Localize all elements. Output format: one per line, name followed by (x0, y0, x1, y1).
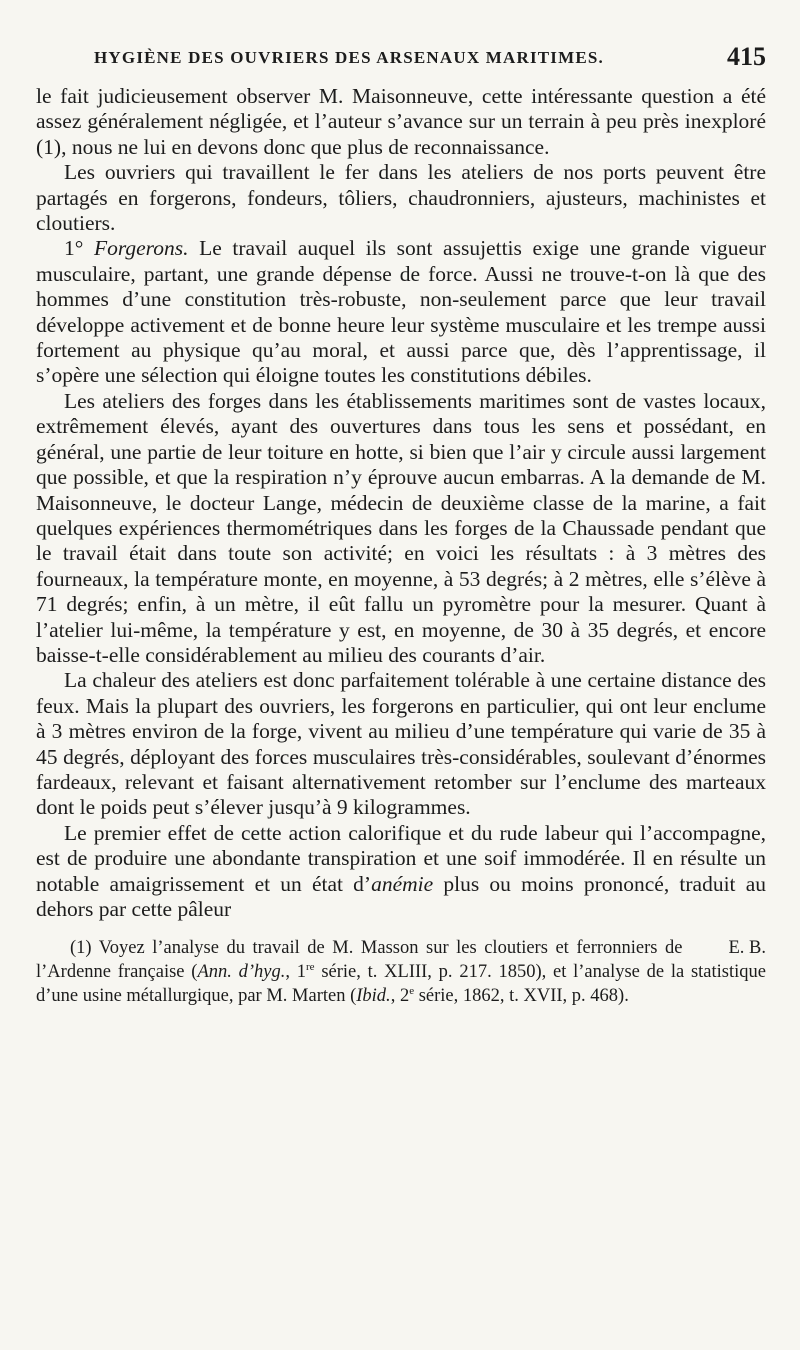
italic-text: Ibid. (356, 986, 391, 1007)
text-run: Les ateliers des forges dans les établissements maritimes sont de vastes locaux, extrêmement élevés, ayant des ouvertures dans tous les sens et possédant, en général, une partie de leur toiture en hotte, si bien que l’air y circule aussi largement que possible, et que la respiration n’y éprouve aucun embarras. A la demande de M. Maisonneuve, le docteur Lange, médecin de deuxième classe de la marine, a fait quelques expériences thermométriques dans les forges de la Chaussade pendant que le travail était dans toute son activité; en voici les résultats : à 3 mètres des fourneaux, la température monte, en moyenne, à 53 degrés; à 2 mètres, elle s’élève à 71 degrés; enfin, à un mètre, il eût fallu un pyromètre pour la mesurer. Quant à l’atelier lui-même, la température y est, en moyenne, de 30 à 35 degrés, et encore baisse-t-elle considérablement au milieu des courants d’air. (36, 388, 766, 667)
text-run: Le travail auquel ils sont assujettis exige une grande vigueur musculaire, partant, une grande dépense de force. Aussi ne trouve-t-on là que des hommes d’une constitution très-robuste, non-seulement parce que leur travail développe activement et de bonne heure leur système musculaire et les trempe aussi fortement au physique qu’au moral, et aussi parce que, dès l’apprentissage, il s’opère une sélection qui éloigne toutes les constitutions débiles. (36, 236, 766, 388)
running-title: HYGIÈNE DES OUVRIERS DES ARSENAUX MARITIMES. (94, 48, 604, 67)
paragraph-6 (36, 821, 766, 923)
footnote-signature: E. B. (728, 938, 766, 959)
text-run: Les ouvriers qui travaillent le fer dans les ateliers de nos ports peuvent être partagés en forgerons, fondeurs, tôliers, chaudronniers, ajusteurs, machinistes et cloutiers. (36, 160, 766, 236)
footnote-1 (36, 936, 766, 1008)
page-number: 415 (727, 42, 766, 71)
text-run: , 1 (285, 962, 307, 983)
text-run: La chaleur des ateliers est donc parfaitement tolérable à une certaine distance des feux. Mais la plupart des ouvriers, les forgerons en particulier, qui ont leur enclume à 3 mètres environ de la forge, vivent au milieu d’une température qui varie de 35 à 45 degrés, déployant des forces musculaires très-considérables, soulevant d’énormes fardeaux, relevant et faisant alternativement retomber sur l’enclume des marteaux dont le poids peut s’élever jusqu’à 9 kilogrammes. (36, 668, 766, 820)
superscript: re (306, 961, 315, 974)
text-run: plus ou moins prononcé, traduit au dehors par cette pâleur (36, 871, 767, 921)
italic-text: anémie (371, 871, 434, 896)
book-page (36, 40, 766, 1320)
italic-text: Ann. d’hyg. (197, 962, 286, 983)
paragraph-5 (36, 668, 766, 820)
paragraph-4 (36, 389, 766, 668)
text-run: le fait judicieusement observer M. Maisonneuve, cette intéressante question a été assez généralement négligée, et l’auteur s’avance sur un terrain à peu près inexploré (1), nous ne lui en devons donc que plus de reconnaissance. (36, 84, 766, 159)
text-run: série, 1862, t. XVII, p. 468). (414, 986, 629, 1007)
paragraph-1 (36, 84, 766, 160)
text-run: , 2 (390, 986, 410, 1007)
text-run: (1) Voyez l’analyse du travail de M. Masson sur les cloutiers et ferronniers de l’Ardenne française ( (36, 938, 683, 983)
superscript: e (409, 985, 415, 998)
text-run: série, t. XLIII, p. 217. 1850), et l’analyse de la statistique d’une usine métallurgique, par M. Marten ( (36, 962, 766, 1007)
paragraph-3 (36, 236, 766, 388)
text-run: Le premier effet de cette action calorifique et du rude labeur qui l’accompagne, est de produire une abondante transpiration et une soif immodérée. Il en résulte un notable amaigrissement et un état d’ (36, 820, 766, 896)
text-run: 1° (64, 236, 94, 261)
footnotes (36, 936, 766, 1008)
main-text (36, 84, 766, 922)
paragraph-2 (36, 160, 766, 236)
running-header (36, 40, 766, 74)
italic-text: Forgerons. (93, 236, 189, 261)
